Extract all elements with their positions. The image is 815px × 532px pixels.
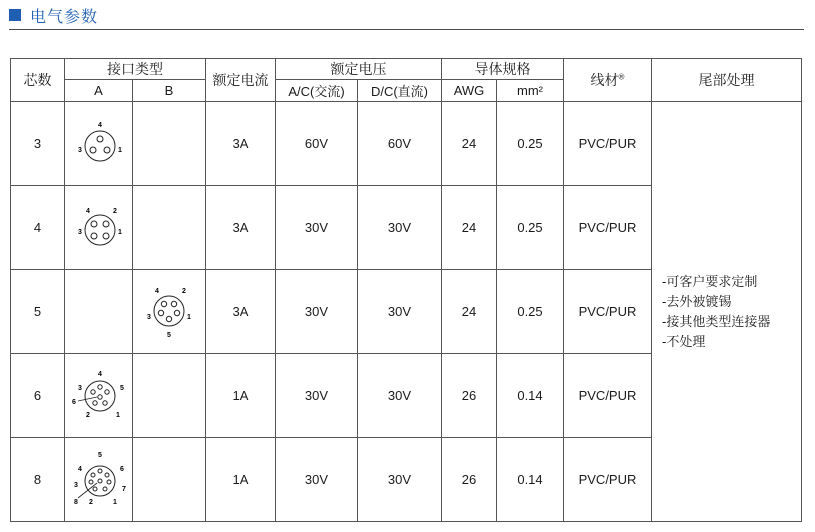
header-rated-voltage: 额定电压: [276, 59, 442, 80]
pin-label: 1: [187, 313, 191, 321]
cell-type-b: [133, 270, 206, 354]
cell-cores: 4: [11, 186, 65, 270]
pin-label: 1: [112, 498, 117, 506]
pin-label: 1: [117, 228, 122, 236]
pin-label: 3: [77, 146, 82, 154]
cell-current: 3A: [206, 186, 276, 270]
cell-wire: PVC/PUR: [564, 270, 652, 354]
cell-type-b: [133, 102, 206, 186]
pin-label: 5: [97, 451, 102, 459]
header-wire: [564, 59, 652, 102]
connector-6pin-a-icon: [68, 368, 130, 424]
electrical-parameters-table: [10, 58, 802, 522]
cell-cores: 3: [11, 102, 65, 186]
header-tail-processing: 尾部处理: [652, 59, 802, 102]
cell-current: 1A: [206, 438, 276, 522]
cell-cores: 6: [11, 354, 65, 438]
header-type-a: A: [65, 80, 133, 102]
cell-voltage-dc: 30V: [358, 438, 442, 522]
tail-option: -接其他类型连接器: [662, 313, 771, 329]
table-row: [11, 102, 802, 186]
cell-mm2: 0.14: [497, 354, 564, 438]
header-voltage-dc: D/C(直流): [358, 80, 442, 102]
cell-tail-processing: [652, 102, 802, 522]
cell-type-a: [65, 270, 133, 354]
header-wire-label: 线材: [590, 72, 619, 88]
pin-label: 4: [97, 121, 102, 129]
cell-voltage-dc: 60V: [358, 102, 442, 186]
cell-cores: 5: [11, 270, 65, 354]
header-interface-type: 接口类型: [65, 59, 206, 80]
cell-current: 3A: [206, 102, 276, 186]
pin-label: 4: [85, 207, 90, 215]
cell-wire: PVC/PUR: [564, 102, 652, 186]
header-awg: AWG: [442, 80, 497, 102]
cell-awg: 24: [442, 186, 497, 270]
header-rated-current: 额定电流: [206, 59, 276, 102]
header-type-b: B: [133, 80, 206, 102]
cell-cores: 8: [11, 438, 65, 522]
cell-awg: 24: [442, 270, 497, 354]
cell-type-a: [65, 186, 133, 270]
pin-label: 2: [182, 287, 186, 295]
cell-awg: 26: [442, 354, 497, 438]
cell-type-b: [133, 186, 206, 270]
pin-label: 2: [85, 411, 90, 419]
header-cores: 芯数: [11, 59, 65, 102]
cell-mm2: 0.25: [497, 270, 564, 354]
tail-option: -可客户要求定制: [662, 273, 758, 289]
cell-mm2: 0.14: [497, 438, 564, 522]
pin-label: 3: [77, 384, 82, 392]
cell-type-b: [133, 438, 206, 522]
pin-label: 4: [155, 287, 159, 295]
cell-voltage-ac: 30V: [276, 438, 358, 522]
header-wire-mark: ®: [618, 72, 625, 82]
tail-option: -不处理: [662, 333, 706, 349]
header-conductor-spec: 导体规格: [442, 59, 564, 80]
pin-label: 6: [119, 465, 124, 473]
pin-label: 3: [73, 481, 78, 489]
cell-wire: PVC/PUR: [564, 354, 652, 438]
cell-voltage-ac: 30V: [276, 354, 358, 438]
pin-label: 3: [147, 313, 151, 321]
cell-mm2: 0.25: [497, 186, 564, 270]
pin-label: 3: [77, 228, 82, 236]
pin-label: 7: [121, 485, 126, 493]
connector-5pin-b-icon: [138, 284, 200, 340]
pin-label: 5: [119, 384, 124, 392]
pin-label: 6: [71, 398, 76, 406]
connector-3pin-a-icon: [68, 119, 130, 169]
cell-type-a: [65, 438, 133, 522]
pin-label: 2: [88, 498, 93, 506]
header-mm2: mm²: [497, 80, 564, 102]
cell-voltage-dc: 30V: [358, 270, 442, 354]
cell-wire: PVC/PUR: [564, 438, 652, 522]
pin-label: 4: [77, 465, 82, 473]
cell-awg: 24: [442, 102, 497, 186]
section-title: 电气参数: [30, 7, 99, 26]
cell-voltage-dc: 30V: [358, 186, 442, 270]
pin-label: 4: [97, 370, 102, 378]
cell-current: 3A: [206, 270, 276, 354]
connector-8pin-a-icon: [68, 448, 130, 512]
connector-4pin-a-icon: [68, 203, 130, 253]
header-voltage-ac: A/C(交流): [276, 80, 358, 102]
cell-type-b: [133, 354, 206, 438]
pin-label: 5: [167, 331, 171, 339]
cell-awg: 26: [442, 438, 497, 522]
cell-mm2: 0.25: [497, 102, 564, 186]
cell-voltage-ac: 30V: [276, 186, 358, 270]
cell-type-a: [65, 102, 133, 186]
pin-label: 1: [115, 411, 120, 419]
cell-voltage-dc: 30V: [358, 354, 442, 438]
cell-wire: PVC/PUR: [564, 186, 652, 270]
cell-current: 1A: [206, 354, 276, 438]
cell-voltage-ac: 60V: [276, 102, 358, 186]
pin-label: 8: [73, 498, 78, 506]
section-header: [9, 3, 804, 30]
tail-option: -去外被镀锡: [662, 293, 732, 309]
cell-voltage-ac: 30V: [276, 270, 358, 354]
pin-label: 2: [112, 207, 117, 215]
pin-label: 1: [117, 146, 122, 154]
cell-type-a: [65, 354, 133, 438]
section-marker-icon: [9, 9, 21, 21]
